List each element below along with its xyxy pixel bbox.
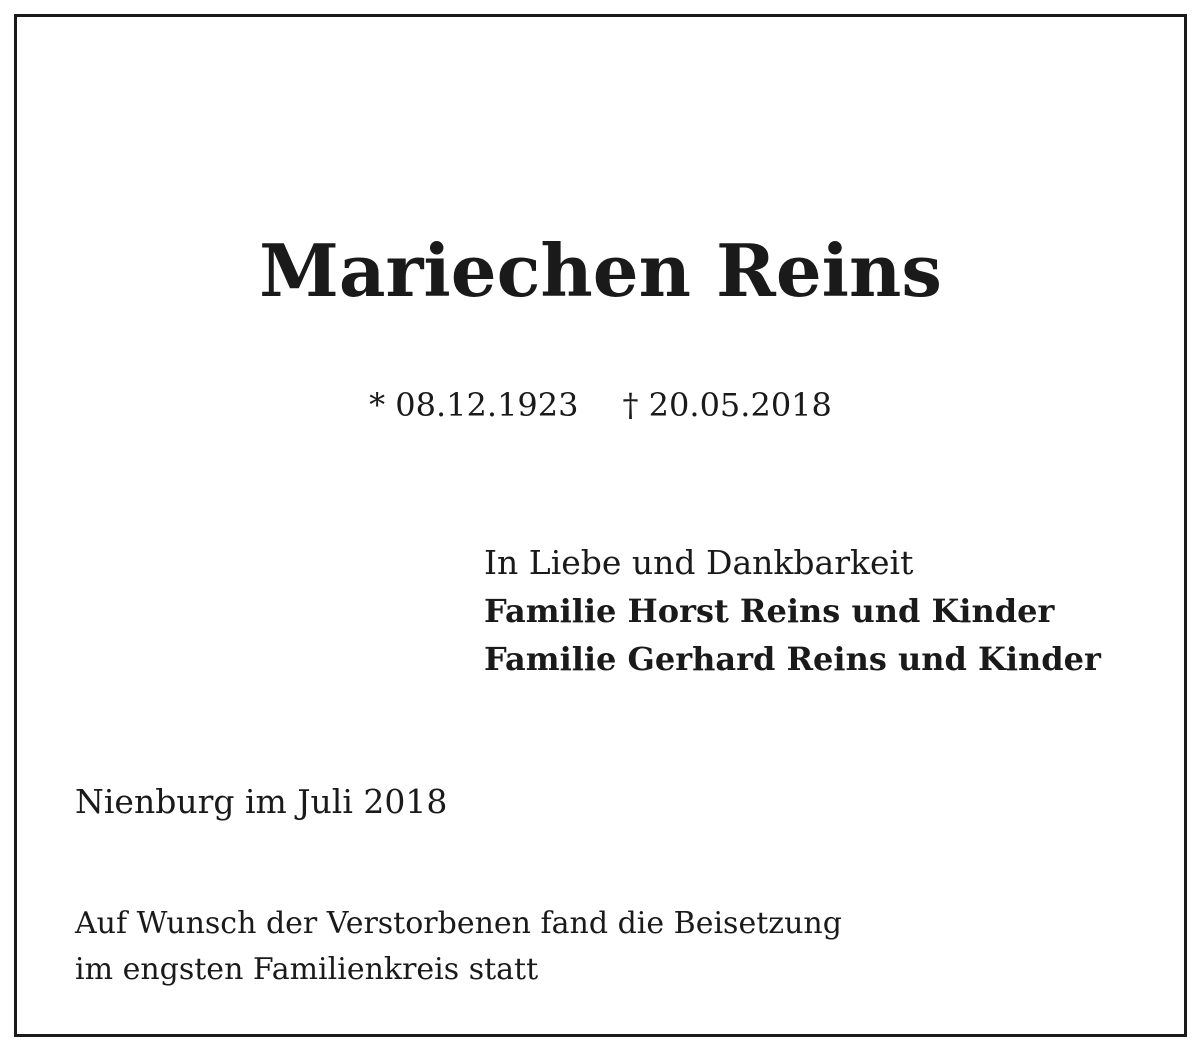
family-line-gerhard: Familie Gerhard Reins und Kinder xyxy=(484,640,1101,678)
deceased-name: Mariechen Reins xyxy=(259,228,942,313)
mourners-block xyxy=(484,539,1101,683)
family-line-horst: Familie Horst Reins und Kinder xyxy=(484,592,1055,630)
burial-note xyxy=(75,901,842,993)
obituary-frame xyxy=(14,14,1187,1037)
dedication-line: In Liebe und Dankbarkeit xyxy=(484,543,914,582)
life-dates xyxy=(17,386,1184,424)
place-date-line: Nienburg im Juli 2018 xyxy=(75,782,448,821)
death-date: † 20.05.2018 xyxy=(622,386,832,424)
burial-note-line-2: im engsten Familienkreis statt xyxy=(75,952,539,987)
birth-date: * 08.12.1923 xyxy=(369,386,579,424)
burial-note-line-1: Auf Wunsch der Verstorbenen fand die Beisetzung xyxy=(75,906,842,941)
